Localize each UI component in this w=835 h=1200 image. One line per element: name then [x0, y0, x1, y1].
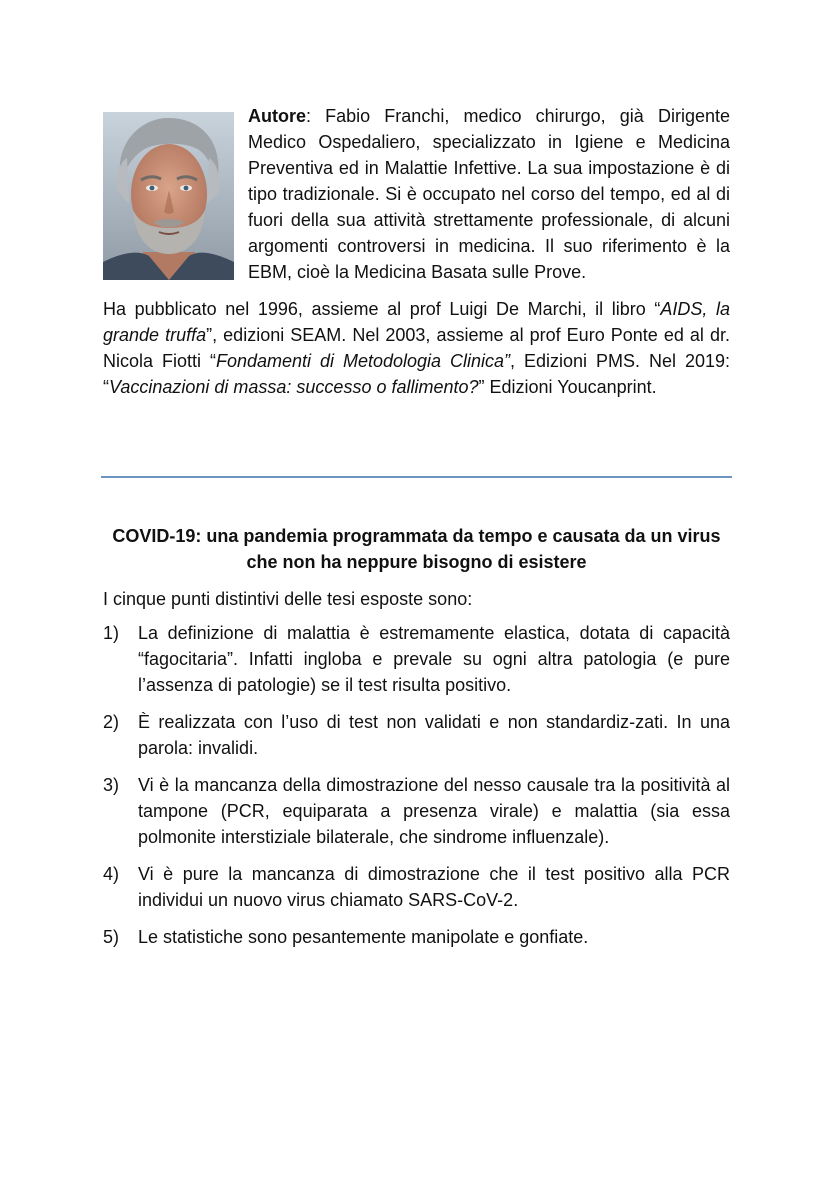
list-item — [103, 772, 730, 850]
list-item-number: 4) — [103, 864, 120, 884]
list-item-number: 2) — [103, 712, 120, 732]
article-title-line-2: che non ha neppure bisogno di esistere — [246, 552, 587, 572]
book-title-1: AIDS, la grande truffa — [103, 299, 730, 345]
list-item-number: 1) — [103, 623, 120, 643]
book-title-3: Vaccinazioni di massa: successo o fallimento? — [109, 377, 479, 397]
list-item — [103, 861, 730, 913]
list-item-text: È realizzata con l’uso di test non validati e non standardiz-zati. In una parola: invalidi. — [138, 712, 730, 758]
section-divider — [101, 476, 732, 478]
publications-text-3: , Edizioni PMS. Nel 2019: “ — [103, 351, 730, 397]
list-item — [103, 709, 730, 761]
publications-text-1: Ha pubblicato nel 1996, assieme al prof Luigi De Marchi, il libro “ — [103, 299, 661, 319]
publications-text-4: ” Edizioni Youcanprint. — [478, 377, 657, 397]
publications-text-2: ”, edizioni SEAM. Nel 2003, assieme al prof Euro Ponte ed al dr. Nicola Fiotti “ — [103, 325, 730, 371]
article-intro: I cinque punti distintivi delle tesi esposte sono: — [103, 589, 473, 609]
author-section — [103, 103, 730, 400]
list-item-number: 3) — [103, 775, 120, 795]
list-item-text: Vi è la mancanza della dimostrazione del nesso causale tra la positività al tampone (PCR, equiparata a presenza virale) e malattia (sia essa polmonite interstiziale bilaterale, che sindrome influenzale). — [138, 775, 730, 847]
article-title — [103, 523, 730, 575]
list-item-text: Le statistiche sono pesantemente manipolate e gonfiate. — [138, 927, 589, 947]
book-title-2: Fondamenti di Metodologia Clinica” — [215, 351, 511, 371]
author-bio-text: : Fabio Franchi, medico chirurgo, già Dirigente Medico Ospedaliero, specializzato in Igiene e Medicina Preventiva ed in Malattie Infettive. La sua impostazione è di tipo tradizionale. Si è occupato nel corso del tempo, ed al di fuori della sua attività strettamente professionale, di alcuni argomenti controversi in medicina. Il suo riferimento è la EBM, cioè la Medicina Basata sulle Prove. — [248, 106, 730, 282]
author-label: Autore — [248, 106, 306, 126]
article-title-line-1: COVID-19: una pandemia programmata da tempo e causata da un virus — [112, 526, 721, 546]
list-item — [103, 620, 730, 698]
author-photo — [103, 112, 234, 280]
points-list — [103, 620, 730, 961]
list-item-text: La definizione di malattia è estremamente elastica, dotata di capacità “fagocitaria”. Infatti ingloba e prevale su ogni altra patologia (e pure l’assenza di patologie) se il test risulta positivo. — [138, 623, 730, 695]
list-item — [103, 924, 730, 950]
list-item-text: Vi è pure la mancanza di dimostrazione che il test positivo alla PCR individui un nuovo virus chiamato SARS-CoV-2. — [138, 864, 730, 910]
list-item-number: 5) — [103, 927, 120, 947]
author-publications — [103, 296, 730, 400]
